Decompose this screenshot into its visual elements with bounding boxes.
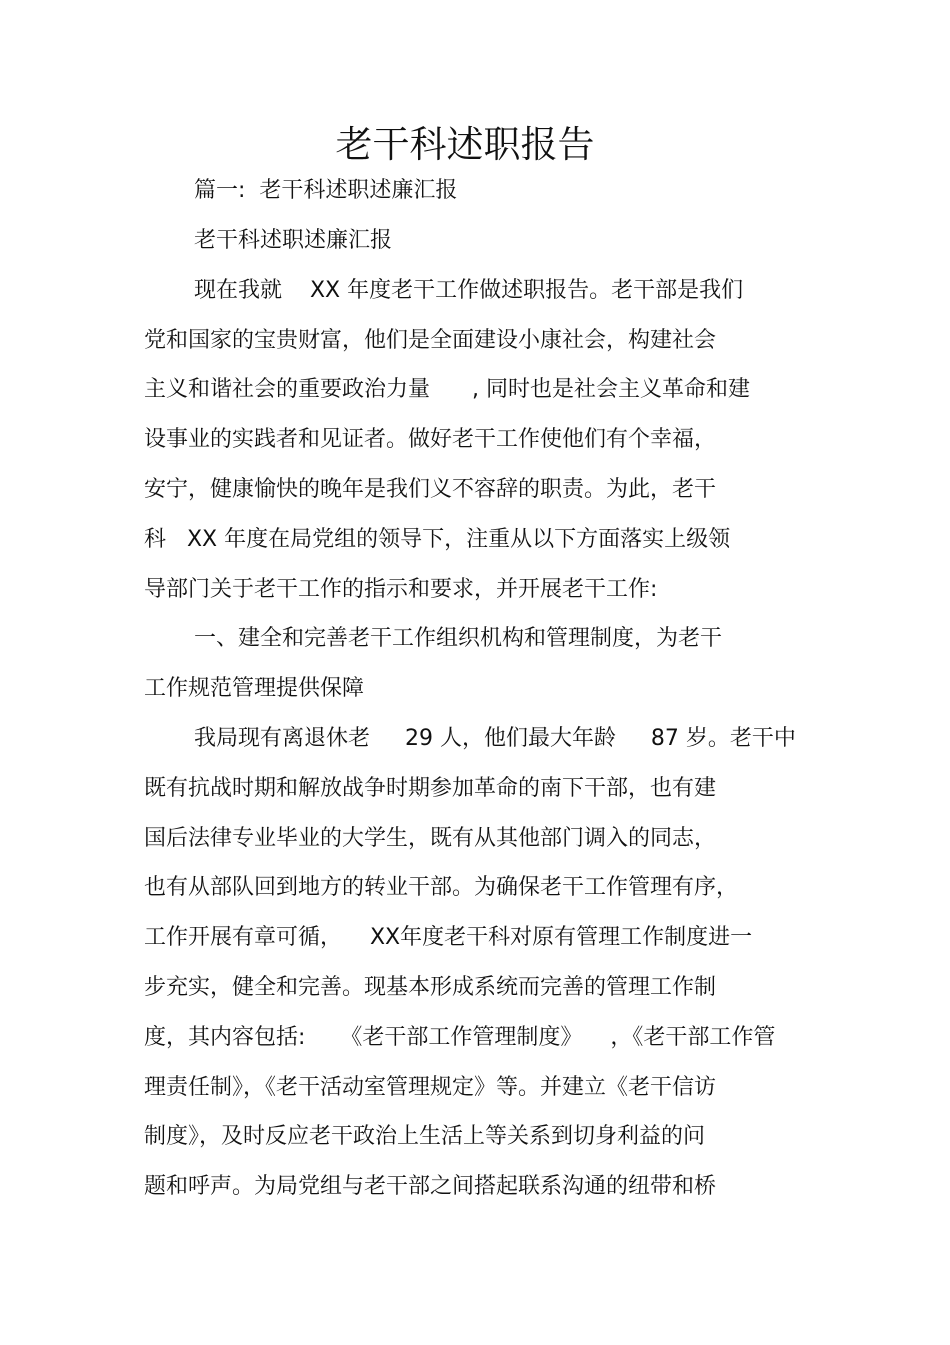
paragraph-line: 老干科述职述廉汇报 — [194, 228, 393, 253]
paragraph-line: 导部门关于老干工作的指示和要求，并开展老干工作: — [144, 577, 658, 602]
paragraph-line: 我局现有离退休老 29 人，他们最大年龄 87 岁。老干中 — [194, 726, 796, 751]
paragraph-line: 既有抗战时期和解放战争时期参加革命的南下干部，也有建 — [144, 776, 717, 801]
paragraph-line: 设事业的实践者和见证者。做好老干工作使他们有个幸福， — [144, 427, 717, 452]
section-heading: 一、建全和完善老干工作组织机构和管理制度，为老干 — [194, 626, 723, 651]
paragraph-line: 现在我就 XX 年度老干工作做述职报告。老干部是我们 — [194, 278, 744, 303]
paragraph-line: 安宁，健康愉快的晚年是我们义不容辞的职责。为此，老干 — [144, 477, 717, 502]
paragraph-line: 科 XX 年度在局党组的领导下，注重从以下方面落实上级领 — [144, 527, 731, 552]
paragraph-line: 理责任制》，《老干活动室管理规定》等。并建立《老干信访 — [144, 1075, 717, 1100]
paragraph-line: 国后法律专业毕业的大学生，既有从其他部门调入的同志， — [144, 826, 717, 851]
paragraph-line: 度，其内容包括: 《老干部工作管理制度》 ，《老干部工作管 — [144, 1025, 776, 1050]
paragraph-line: 工作开展有章可循， XX年度老干科对原有管理工作制度进一 — [144, 925, 753, 950]
document-title: 老干科述职报告 — [335, 123, 595, 166]
section-heading: 工作规范管理提供保障 — [144, 676, 365, 701]
paragraph-line: 主义和谐社会的重要政治力量 , 同时也是社会主义革命和建 — [144, 377, 750, 402]
paragraph-line: 篇一: 老干科述职述廉汇报 — [194, 178, 458, 203]
paragraph-line: 制度》，及时反应老干政治上生活上等关系到切身利益的问 — [144, 1124, 706, 1149]
paragraph-line: 党和国家的宝贵财富，他们是全面建设小康社会，构建社会 — [144, 328, 717, 353]
paragraph-line: 题和呼声。为局党组与老干部之间搭起联系沟通的纽带和桥 — [144, 1174, 717, 1199]
paragraph-line: 步充实，健全和完善。现基本形成系统而完善的管理工作制 — [144, 975, 717, 1000]
paragraph-line: 也有从部队回到地方的转业干部。为确保老干工作管理有序， — [144, 875, 739, 900]
